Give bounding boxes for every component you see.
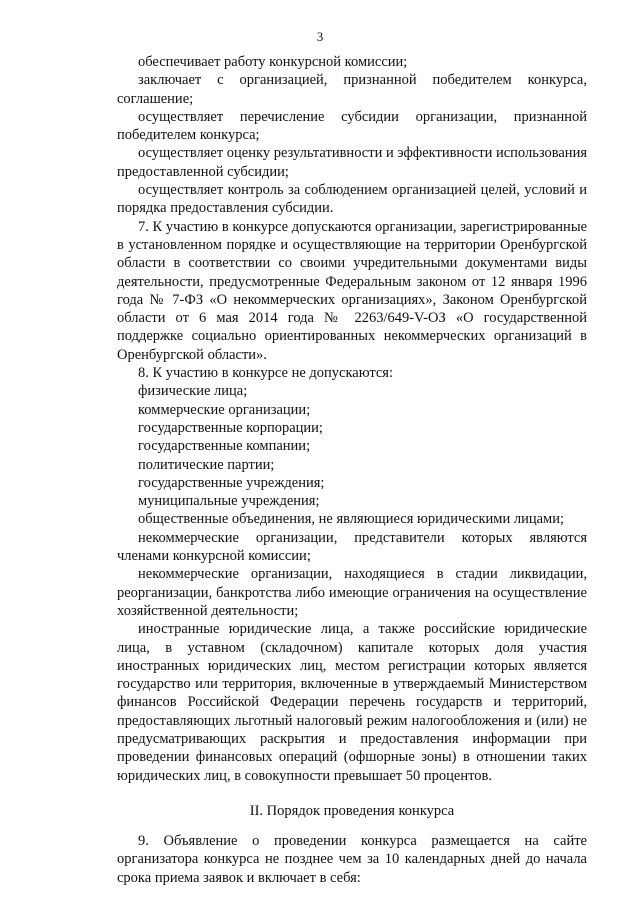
paragraph: осуществляет перечисление субсидии организации, признанной победителем конкурса;	[117, 108, 587, 144]
list-item: государственные компании;	[138, 438, 311, 455]
list-item: государственные корпорации;	[138, 419, 323, 436]
paragraph: осуществляет контроль за соблюдением организацией целей, условий и порядка предоставления субсидии.	[117, 182, 587, 217]
paragraph-clause-7: 7. К участию в конкурсе допускаются организации, зарегистрированные в установленном порядке и осуществляющие на территории Оренбургской области в соответствии со своими учредительными документами виды деятельности, предусмотренные Федеральным законом от 12 января 1996 года № 7-ФЗ «О некоммерческих организациях», Законом Оренбургской области от 6 мая 2014 года № 2263/649-V-ОЗ «О государственной поддержке социально ориентированных некоммерческих организаций в Оренбургской области».	[117, 218, 587, 363]
paragraph: осуществляет оценку результативности и эффективности использования предоставленной субсидии;	[117, 145, 587, 180]
list-item: коммерческие организации;	[138, 401, 311, 418]
page-number: 3	[316, 29, 324, 44]
document-body	[117, 53, 587, 887]
section-heading: II. Порядок проведения конкурса	[249, 802, 455, 819]
paragraph: обеспечивает работу конкурсной комиссии;	[138, 54, 408, 70]
paragraph-clause-8: 8. К участию в конкурсе не допускаются:	[138, 365, 394, 382]
spacer	[117, 820, 587, 832]
paragraph-clause-9: 9. Объявление о проведении конкурса размещается на сайте организатора конкурса не позднее чем за 10 календарных дней до начала срока приема заявок и включает в себя:	[117, 833, 587, 886]
list-item: физические лица;	[138, 383, 248, 400]
list-item: политические партии;	[138, 456, 275, 473]
list-item: некоммерческие организации, находящиеся в стадии ликвидации, реорганизации, банкротства либо имеющие ограничения на осуществление хозяйственной деятельности;	[117, 566, 587, 619]
list-item: общественные объединения, не являющиеся юридическими лицами;	[138, 511, 565, 528]
list-item: некоммерческие организации, представители которых являются членами конкурсной комиссии;	[117, 529, 587, 565]
spacer	[117, 785, 587, 802]
list-item: иностранные юридические лица, а также российские юридические лица, в уставном (складочном) капитале которых доля участия иностранных юридических лиц, местом регистрации которых является государство или территория, включенные в утверждаемый Министерством финансов Российской Федерации перечень государств и территорий, предоставляющих льготный налоговый режим налогообложения и (или) не предусматривающих раскрытия и предоставления информации при проведении финансовых операций (офшорные зоны) в отношении таких юридических лиц, в совокупности превышает 50 процентов.	[117, 621, 587, 784]
paragraph: заключает с организацией, признанной победителем конкурса, соглашение;	[117, 72, 587, 107]
list-item: муниципальные учреждения;	[138, 493, 320, 510]
list-item: государственные учреждения;	[138, 474, 325, 491]
